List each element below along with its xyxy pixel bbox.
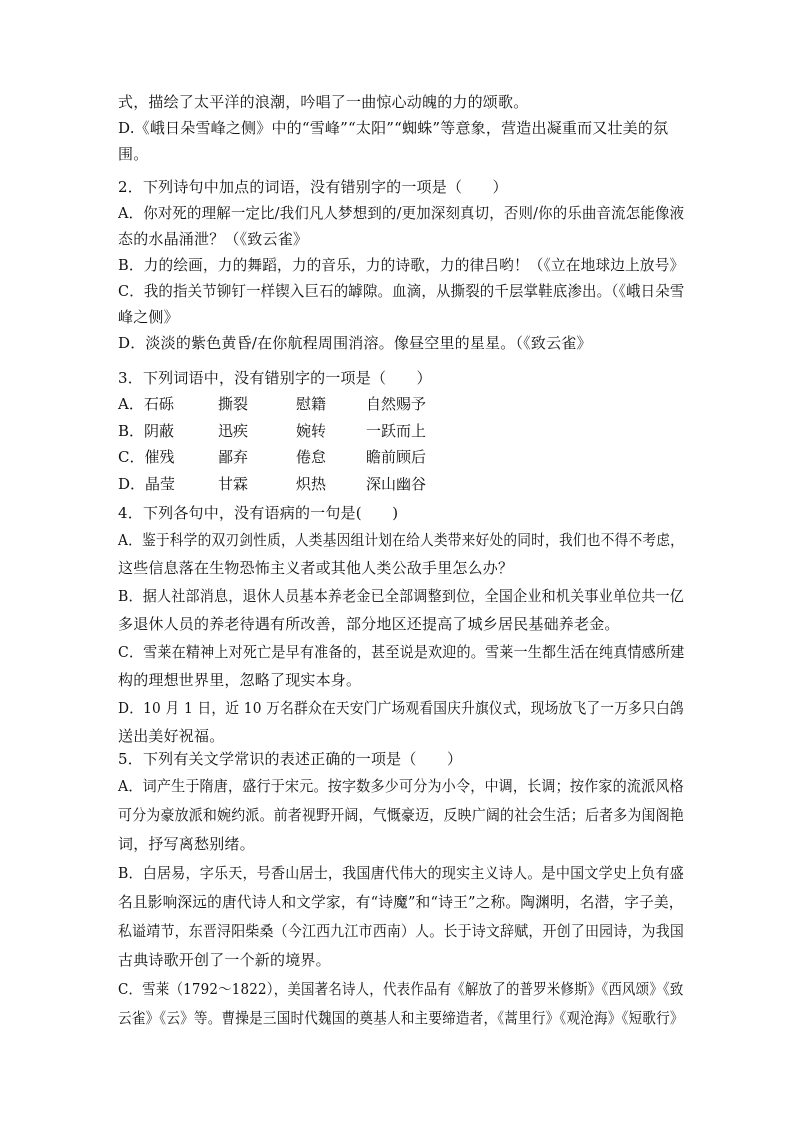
- option-row: [118, 418, 684, 445]
- option-line: 送出美好祝福。: [118, 727, 225, 745]
- option-word: 深山幽谷: [366, 474, 427, 493]
- text-line: D.《峨日朵雪峰之侧》中的“雪峰”“太阳”“蜘蛛”等意象，营造出凝重而又壮美的氛: [118, 119, 669, 137]
- option-line: A．词产生于隋唐，盛行于宋元。按字数多少可分为小令，中调，长调；按作家的流派风格: [118, 777, 684, 795]
- option-line: 古典诗歌开创了一个新的境界。: [118, 951, 331, 969]
- option-line: 这些信息落在生物恐怖主义者或其他人类公敌手里怎么办？: [118, 559, 514, 577]
- option-word: 炽热: [296, 474, 327, 493]
- option-word: 迅疾: [218, 421, 249, 440]
- option-line: D．10 月 1 日，近 10 万名群众在天安门广场观看国庆升旗仪式，现场放飞了一万多只白鸽: [118, 699, 684, 717]
- option-line: 峰之侧》: [118, 308, 179, 326]
- option-line: 态的水晶涌泄？（《致云雀》: [118, 230, 309, 248]
- option-line: A．鉴于科学的双刃剑性质，人类基因组计划在给人类带来好处的同时，我们也不得不考虑，: [118, 531, 685, 549]
- question-stem: 3．下列词语中，没有错别字的一项是（ ）: [118, 369, 432, 387]
- option-line: D．淡淡的紫色黄昏/在你航程周围消溶。像昼空里的星星。（《致云雀》: [118, 334, 592, 352]
- option-line: 云雀》《云》等。曹操是三国时代魏国的奠基人和主要缔造者，《蒿里行》《观沧海》《短歌行》: [118, 1009, 684, 1027]
- option-line: 可分为豪放派和婉约派。前者视野开阔，气慨豪迈，反映广阔的社会生活；后者多为闺阁艳: [118, 806, 685, 824]
- continuation-text: [118, 89, 684, 167]
- option-word: C．催残: [118, 448, 175, 466]
- option-line: C．雪莱在精神上对死亡是早有准备的，甚至说是欢迎的。雪莱一生都生活在纯真情感所建: [118, 643, 685, 661]
- option-word: 慰籍: [296, 395, 327, 413]
- option-word: 瞻前顾后: [366, 448, 427, 466]
- option-word: 鄙弃: [218, 448, 249, 466]
- option-word: 甘霖: [218, 474, 249, 493]
- option-word: D．晶莹: [118, 474, 176, 493]
- option-word: 婉转: [296, 421, 327, 440]
- option-word: 撕裂: [218, 395, 249, 413]
- option-line: A．你对死的理解一定比/我们凡人梦想到的/更加深刻真切，否则/你的乐曲音流怎能像液: [118, 204, 685, 222]
- option-row: [118, 391, 684, 418]
- option-row: [118, 471, 684, 498]
- text-line: 围。: [118, 145, 149, 163]
- option-word: 一跃而上: [366, 421, 427, 440]
- question-2: [118, 174, 684, 356]
- question-stem: 4．下列各句中，没有语病的一句是( ): [118, 504, 399, 522]
- option-line: 多退休人员的养老待遇有所改善，部分地区还提高了城乡居民基础养老金。: [118, 615, 620, 633]
- option-line: B．力的绘画，力的舞蹈，力的音乐，力的诗歌，力的律吕哟！（《立在地球边上放号》: [118, 256, 685, 274]
- question-3: [118, 365, 684, 497]
- option-line: B．据人社部消息，退休人员基本养老金已全部调整到位，全国企业和机关事业单位共一亿: [118, 587, 685, 605]
- text-line: 式，描绘了太平洋的浪潮，吟唱了一曲惊心动魄的力的颂歌。: [118, 93, 529, 111]
- option-row: [118, 444, 684, 471]
- option-line: 词，抒写离愁别绪。: [118, 835, 255, 853]
- option-line: 私谥靖节，东晋浔阳柴桑（今江西九江市西南）人。长于诗文辞赋，开创了田园诗，为我国: [118, 922, 685, 940]
- option-word: B．阴蔽: [118, 421, 175, 440]
- option-word: 倦怠: [296, 448, 327, 466]
- option-line: C．我的指关节铆钉一样锲入巨石的罅隙。血滴，从撕裂的千层掌鞋底渗出。（《峨日朵雪: [118, 282, 685, 300]
- option-word: A．石砾: [118, 395, 174, 413]
- option-line: B．白居易，字乐天，号香山居士，我国唐代伟大的现实主义诗人。是中国文学史上负有盛: [118, 864, 685, 882]
- question-stem: 2．下列诗句中加点的词语，没有错别字的一项是（ ）: [118, 178, 508, 196]
- question-stem: 5．下列有关文学常识的表述正确的一项是（ ）: [118, 750, 463, 768]
- option-line: C．雪莱（1792～1822），美国著名诗人，代表作品有《解放了的普罗米修斯》《西风颂》《致: [118, 980, 684, 998]
- question-5: [118, 746, 684, 1033]
- option-line: 构的理想世界里，忽略了现实本身。: [118, 671, 362, 689]
- option-word: 自然赐予: [366, 395, 427, 413]
- option-line: 名且影响深远的唐代诗人和文学家，有“诗魔”和“诗王”之称。陶渊明，名潜，字子美，: [118, 893, 684, 911]
- question-4: [118, 500, 684, 750]
